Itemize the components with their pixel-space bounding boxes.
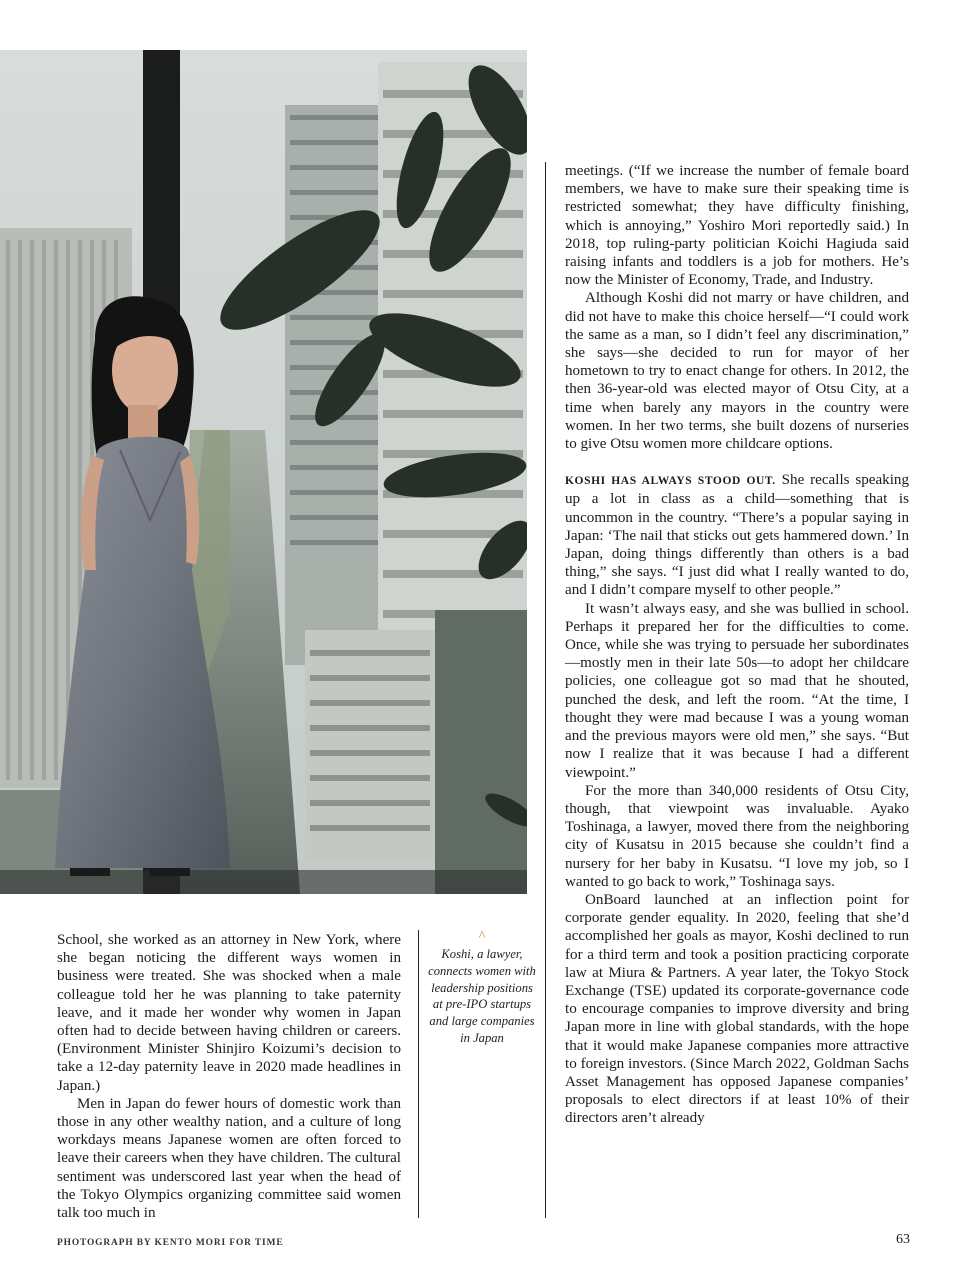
caption-text: Koshi, a lawyer, connects women with leadership positions at pre-IPO startups and large companies in Japan [428,947,536,1045]
paragraph: It wasn’t always easy, and she was bullied in school. Perhaps it prepared her for the difficulties to come. Once, while she was trying to persuade her subordinates—mostly men in their late 50s—to adopt her childcare policies, one colleague got so mad that he shouted, punched the desk, and left the room. “At the time, I thought they were mad because I was a young woman and the previous mayors were old men,” she says. “But now I realize that it was because I had a different viewpoint.” [565,600,909,781]
paragraph: Although Koshi did not marry or have children, and did not have to make this choice herself—“I could work the same as a man, so I didn’t feel any discrimination,” she says—she decided to run for mayor of her hometown to try to enact change for others. In 2012, the then 36-year-old was elected mayor of Otsu City, at a time when barely any mayors in the country were women. In her two terms, she built dozens of nurseries to give Otsu women more childcare options. [565,290,909,453]
paragraph: School, she worked as an attorney in New York, where she began noticing the different ways women in business were treated. She was shocked when a male colleague told her he was planning to take paternity leave, and it made her wonder why women in Japan often had to decide between having children or careers. (Environment Minister Shinjiro Koizumi’s decision to take a 12-day paternity leave in 2020 made headlines in Japan.) [57,932,401,1094]
article-column-left [57,931,401,1222]
photo-credit: PHOTOGRAPH BY KENTO MORI FOR TIME [57,1238,284,1248]
section-paragraph [565,471,909,599]
paragraph: meetings. (“If we increase the number of female board members, we have to make sure their speaking time is restricted somewhat; they have difficulty finishing, which is annoying,” Yoshiro Mori reportedly said.) In 2018, top ruling-party politician Koichi Hagiuda said raising infants and toddlers is a job for mothers. He’s now the Minister of Economy, Trade, and Industry. [565,163,909,289]
caret-up-icon: ^ [478,929,486,944]
page-number: 63 [896,1232,910,1247]
paragraph: Men in Japan do fewer hours of domestic work than those in any other wealthy nation, and a culture of long workdays means Japanese women are often forced to leave their careers when they have children. The cultural sentiment was underscored last year when the head of the Tokyo Olympics organizing committee said women talk too much in [57,1095,401,1222]
paragraph-text: She recalls speaking up a lot in class as a child—something that is uncommon in the country. “There’s a popular saying in Japan: ‘The nail that sticks out gets hammered down.’ In Japan, doing things differently than others is a bad thing,” she says. “I just did what I really wanted to do, and I didn’t compare myself to other people.” [565,472,910,599]
column-rule-middle [418,930,419,1218]
portrait-photo [0,50,527,894]
paragraph: For the more than 340,000 residents of Otsu City, though, that viewpoint was invaluable. Ayako Toshinaga, a lawyer, moved there from the neighboring city of Kusatsu in 2015 because she couldn’t find a nursery for her baby in Kusatsu. “I love my job, so I wanted to go back to work,” Toshinaga says. [565,782,909,890]
photo-portrait-icon [0,50,527,894]
article-column-right [565,162,909,1128]
section-lead: KOSHI HAS ALWAYS STOOD OUT. [565,475,776,488]
photo-caption [427,930,537,1047]
column-rule-right [545,162,546,1218]
paragraph: OnBoard launched at an inflection point for corporate gender equality. In 2020, feeling that she’d accomplished her goals as mayor, Koshi declined to run for a third term and took a position practicing corporate law at Miura & Partners. A year later, the Tokyo Stock Exchange (TSE) updated its corporate-governance code to encourage companies to improve diversity and bring Japan more in line with global standards, with the hope that it would make Japanese companies more attractive to foreign investors. (Since March 2022, Goldman Sachs Asset Management has opposed Japanese companies’ proposals to elect directors if at least 10% of their directors aren’t already [565,891,909,1127]
